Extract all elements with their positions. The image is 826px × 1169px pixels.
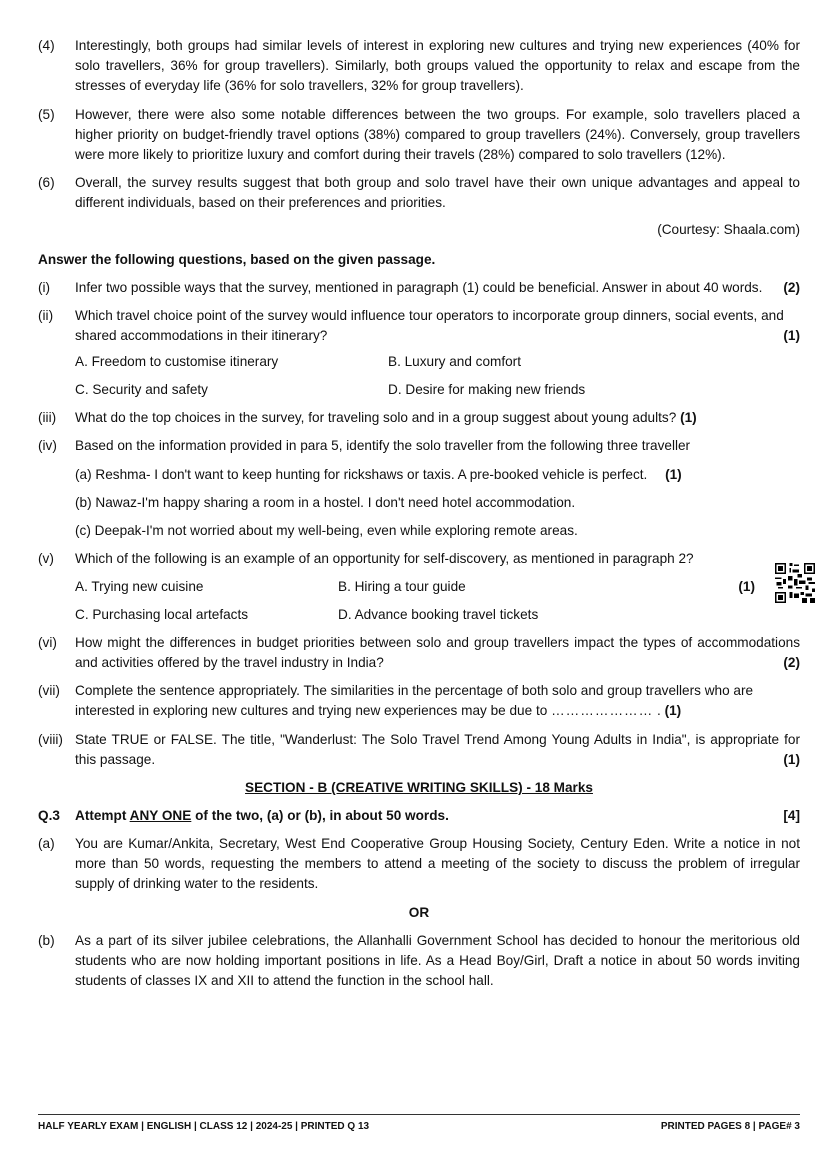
- question-iv-marks: (1): [665, 466, 682, 482]
- option-b: B. Luxury and comfort: [388, 354, 521, 370]
- any-one-underlined: ANY ONE: [129, 808, 192, 824]
- question-v-options-row-1: [75, 577, 800, 597]
- answer-blank: …………………: [551, 703, 654, 719]
- paragraph-4: (4) Interestingly, both groups had similar levels of interest in exploring new cultures and trying new experiences (40% for solo travellers, 36% for group travellers). Similarly, both groups valued the opportunity to relax and escape from the stresses of everyday life (36% for solo travellers, 32% for group travellers).: [38, 38, 800, 94]
- question-iv: (iv) Based on the information provided in para 5, identify the solo traveller from the following three traveller: [38, 436, 800, 456]
- question-viii-text: State TRUE or FALSE. The title, "Wanderlust: The Solo Travel Trend Among Young Adults in India", is appropriate for this passage.: [75, 731, 800, 767]
- question-vii-text: Complete the sentence appropriately. The similarities in the percentage of both solo and group travellers who are interested in exploring new cultures and trying new experiences may be due to: [75, 683, 754, 719]
- question-ii-options-row-2: [75, 380, 800, 400]
- question-v-marks: (1): [738, 578, 755, 594]
- question-iv-option-b: (b) Nawaz-I'm happy sharing a room in a hostel. I don't need hotel accommodation.: [75, 494, 576, 510]
- qr-code-icon: [775, 563, 815, 603]
- question-viii: (viii) State TRUE or FALSE. The title, "Wanderlust: The Solo Travel Trend Among Young Adults in India", is appropriate for this passage. (1): [38, 730, 800, 770]
- question-iii: (iii) What do the top choices in the survey, for traveling solo and in a group suggest about young adults? (1): [38, 410, 697, 426]
- question-vi-text: How might the differences in budget priorities between solo and group travellers impact the types of accommodations and activities offered by the travel industry in India?: [75, 634, 800, 671]
- footer-exam-info: HALF YEARLY EXAM | ENGLISH | CLASS 12 | 2024-25 | PRINTED Q 13: [38, 1121, 370, 1132]
- footer-page-info: PRINTED PAGES 8 | PAGE# 3: [660, 1121, 800, 1132]
- courtesy-note: (Courtesy: Shaala.com): [657, 221, 800, 237]
- question-3-heading: Q.3 Attempt ANY ONE of the two, (a) or (b), in about 50 words. [4]: [38, 806, 800, 826]
- question-i-text: Infer two possible ways that the survey, mentioned in paragraph (1) could be beneficial. Answer in about 40 words.: [75, 279, 763, 295]
- question-vii-marks: (1): [664, 703, 682, 719]
- option-d: D. Desire for making new friends: [388, 382, 586, 398]
- question-ii-text: Which travel choice point of the survey would influence tour operators to incorporate group dinners, social events, and shared accommodations in their itinerary?: [75, 307, 784, 344]
- page-footer: [38, 1114, 800, 1132]
- question-viii-marks: (1): [783, 751, 800, 767]
- or-separator: OR: [408, 904, 430, 920]
- question-vii: (vii) Complete the sentence appropriately. The similarities in the percentage of both solo and group travellers who are interested in exploring new cultures and trying new experiences may be due to ………………… . (1): [38, 683, 754, 719]
- question-ii: (ii) Which travel choice point of the survey would influence tour operators to incorporate group dinners, social events, and shared accommodations in their itinerary? (1): [38, 306, 800, 346]
- question-i: (i) Infer two possible ways that the survey, mentioned in paragraph (1) could be beneficial. Answer in about 40 words. (2): [38, 278, 800, 298]
- paragraph-5: (5) However, there were also some notable differences between the two groups. For example, solo travellers placed a higher priority on budget-friendly travel options (38%) compared to group travellers (24%). Conversely, group travellers were more likely to prioritize luxury and comfort during their travels (28%) compared to solo travellers (12%).: [38, 106, 800, 163]
- question-iv-text: Based on the information provided in para 5, identify the solo traveller from the following three traveller: [75, 438, 691, 454]
- question-v-text: Which of the following is an example of an opportunity for self-discovery, as mentioned in paragraph 2?: [75, 550, 694, 566]
- question-iv-option-c: (c) Deepak-I'm not worried about my well-being, even while exploring remote areas.: [75, 522, 578, 538]
- option-c: C. Purchasing local artefacts: [75, 606, 249, 622]
- option-a: A. Trying new cuisine: [75, 578, 204, 594]
- option-b: B. Hiring a tour guide: [338, 578, 466, 594]
- question-ii-marks: (1): [783, 328, 800, 344]
- option-a: A. Freedom to customise itinerary: [75, 354, 279, 370]
- answer-heading: Answer the following questions, based on the given passage.: [38, 251, 436, 267]
- paragraph-6: (6) Overall, the survey results suggest that both group and solo travel have their own unique advantages and appeal to different individuals, based on their preferences and priorities.: [38, 175, 800, 211]
- question-iii-marks: (1): [680, 410, 697, 426]
- question-3a: (a) You are Kumar/Ankita, Secretary, West End Cooperative Group Housing Society, Century Eden. Write a notice in not more than 50 words, requesting the members to attend a meeting of the society to discuss the problem of irregular supply of drinking water to the residents.: [38, 836, 800, 892]
- question-vi-marks: (2): [783, 655, 800, 671]
- option-c: C. Security and safety: [75, 382, 208, 398]
- question-3-marks: [4]: [783, 808, 800, 824]
- question-iv-option-a: (a) Reshma- I don't want to keep hunting for rickshaws or taxis. A pre-booked vehicle is perfect. (1): [75, 466, 682, 482]
- section-b-title: SECTION - B (CREATIVE WRITING SKILLS) - 18 Marks: [245, 780, 593, 796]
- question-vi: (vi) How might the differences in budget priorities between solo and group travellers impact the types of accommodations and activities offered by the travel industry in India? (2): [38, 633, 800, 673]
- question-ii-options-row-1: [75, 352, 800, 372]
- question-iii-text: What do the top choices in the survey, for traveling solo and in a group suggest about young adults?: [75, 410, 677, 426]
- option-d: D. Advance booking travel tickets: [338, 606, 539, 622]
- question-i-marks: (2): [783, 279, 800, 295]
- question-v: (v) Which of the following is an example of an opportunity for self-discovery, as mentioned in paragraph 2?: [38, 549, 800, 569]
- question-3b: (b) As a part of its silver jubilee celebrations, the Allanhalli Government School has decided to honour the meritorious old students who are now holding important positions in life. As a Head Boy/Girl, Draft a notice in about 50 words inviting students of classes IX and XII to attend the function in the school hall.: [38, 932, 800, 989]
- exam-page: [38, 36, 800, 999]
- question-v-options-row-2: [75, 605, 800, 625]
